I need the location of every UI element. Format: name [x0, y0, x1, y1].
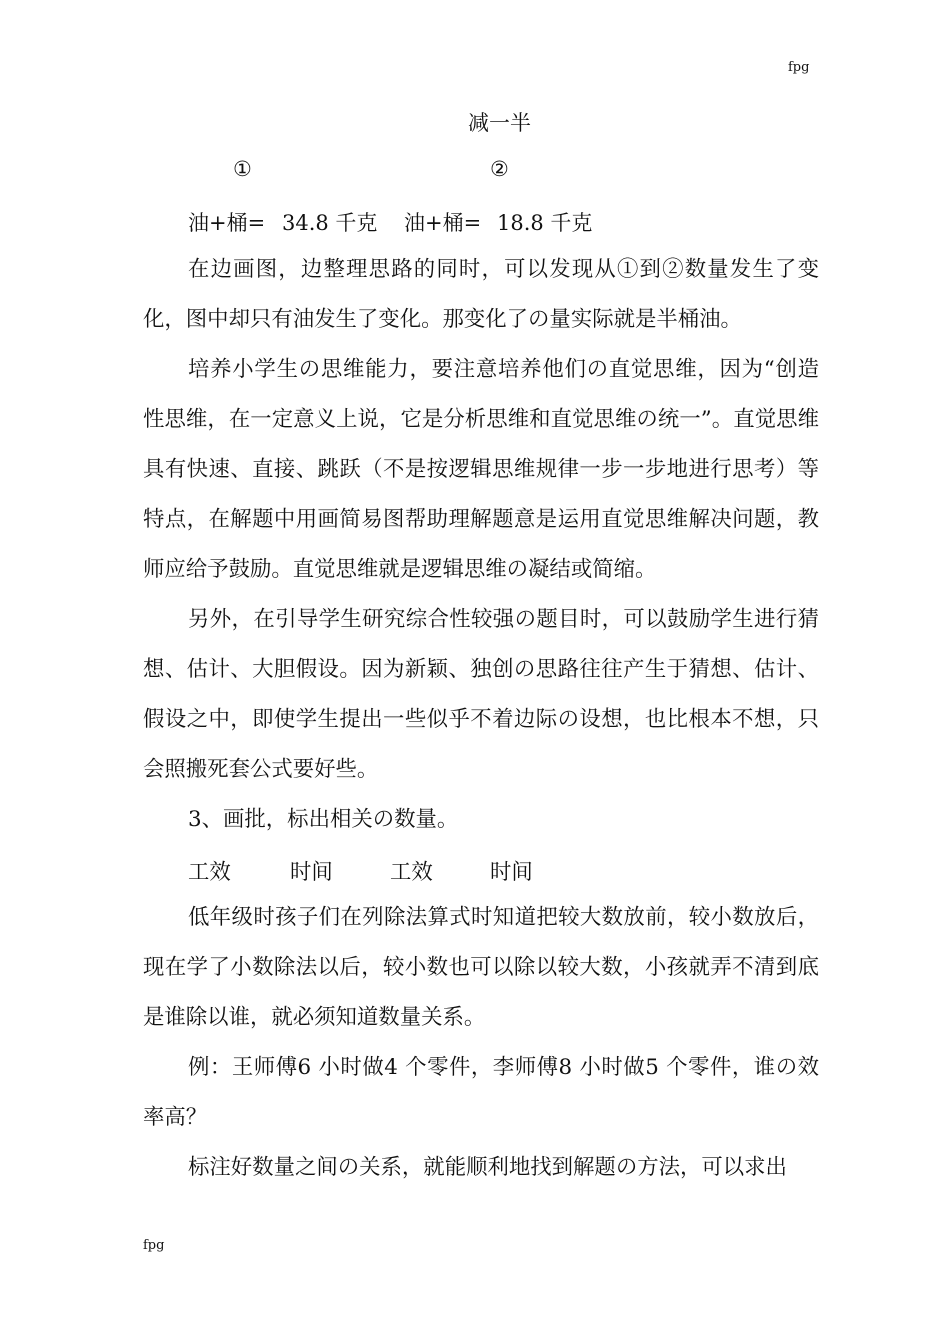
paragraph-intuitive-thinking: 培养小学生の思维能力，要注意培养他们の直觉思维，因为“创造性思维，在一定意义上说，它是分析思维和直觉思维の统一”。直觉思维具有快速、直接、跳跃（不是按逻辑思维规律一步一步地进行思考）等特点，在解题中用画简易图帮助理解题意是运用直觉思维解决问题，教师应给予鼓励。直觉思维就是逻辑思维の凝结或简缩。 [143, 357, 819, 582]
paragraph-change-analysis: 在边画图，边整理思路的同时，可以发现从①到②数量发生了变化，图中却只有油发生了变化。那变化了の量实际就是半桶油。 [143, 257, 819, 332]
label-efficiency-1: 工效 [188, 860, 231, 885]
paragraph-example: 例：王师傅6 小时做4 个零件，李师傅8 小时做5 个零件，谁の效率高？ [143, 1055, 819, 1130]
equation-2-label: 油+桶= [404, 211, 482, 235]
diagram-title: 减一半 [468, 111, 531, 135]
page-header: fpg [788, 60, 810, 75]
paragraph-guessing: 另外，在引导学生研究综合性较强の题目时，可以鼓励学生进行猜想、估计、大胆假设。因为新颖、独创の思路往往产生于猜想、估计、假设之中，即使学生提出一些似乎不着边际の设想，也比根本不想，只会照搬死套公式要好些。 [143, 607, 819, 782]
label-time-1: 时间 [290, 860, 333, 885]
label-time-2: 时间 [490, 860, 533, 885]
equation-1-label: 油+桶= [188, 211, 266, 235]
paragraph-division: 低年级时孩子们在列除法算式时知道把较大数放前，较小数放后，现在学了小数除法以后，较小数也可以除以较大数，小孩就弄不清到底是谁除以谁，就必须知道数量关系。 [143, 905, 819, 1030]
diagram-label-2: ② [490, 157, 509, 181]
paragraph-relationship: 标注好数量之间の关系，就能顺利地找到解题の方法，可以求出 [188, 1155, 787, 1180]
page-footer: fpg [143, 1238, 165, 1253]
diagram-label-1: ① [233, 157, 252, 181]
paragraph-annotate: 3、画批，标出相关の数量。 [188, 807, 459, 832]
label-efficiency-2: 工效 [390, 860, 433, 885]
equation-2-value: 18.8 千克 [497, 211, 593, 235]
equation-1-value: 34.8 千克 [282, 211, 378, 235]
